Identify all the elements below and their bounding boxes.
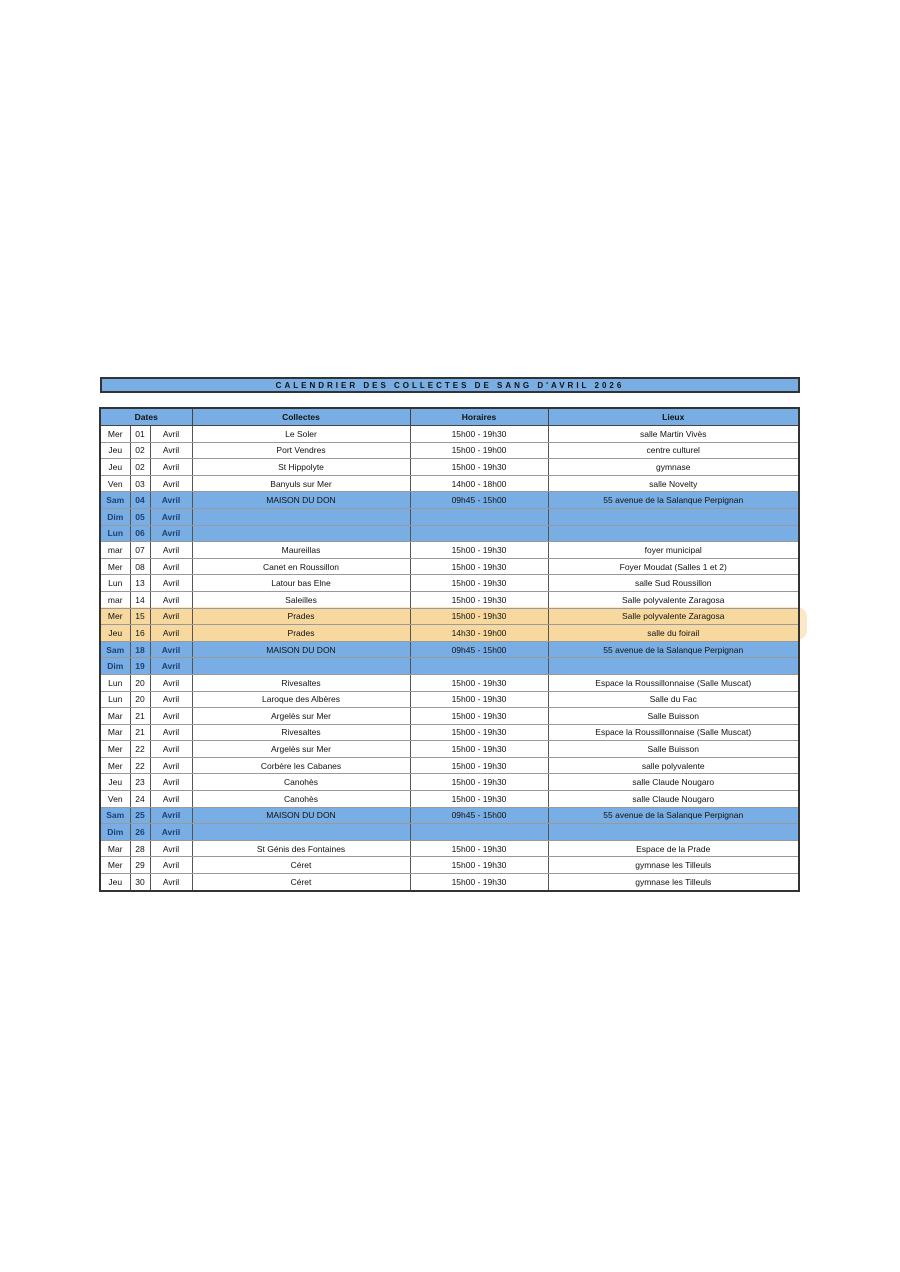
date-day: Lun (100, 525, 130, 542)
horaire-cell: 09h45 - 15h00 (410, 807, 548, 824)
collecte-cell: Argelès sur Mer (192, 741, 410, 758)
date-number: 22 (130, 741, 150, 758)
date-month: Avril (150, 874, 192, 891)
date-month: Avril (150, 542, 192, 559)
table-row (100, 442, 799, 459)
date-day: mar (100, 542, 130, 559)
collecte-cell (192, 658, 410, 675)
date-month: Avril (150, 807, 192, 824)
table-row (100, 508, 799, 525)
collecte-cell: Céret (192, 874, 410, 891)
date-day: Lun (100, 575, 130, 592)
date-day: Sam (100, 492, 130, 509)
date-number: 23 (130, 774, 150, 791)
date-number: 13 (130, 575, 150, 592)
collecte-cell: Rivesaltes (192, 724, 410, 741)
table-row (100, 774, 799, 791)
horaire-cell: 15h00 - 19h30 (410, 840, 548, 857)
collecte-cell: Port Vendres (192, 442, 410, 459)
date-number: 24 (130, 791, 150, 808)
date-number: 04 (130, 492, 150, 509)
date-day: Mer (100, 608, 130, 625)
date-number: 21 (130, 708, 150, 725)
date-month: Avril (150, 658, 192, 675)
date-number: 20 (130, 674, 150, 691)
horaire-cell: 15h00 - 19h30 (410, 591, 548, 608)
date-month: Avril (150, 625, 192, 642)
table-row (100, 674, 799, 691)
horaire-cell: 15h00 - 19h30 (410, 542, 548, 559)
date-day: Dim (100, 658, 130, 675)
collecte-cell: MAISON DU DON (192, 807, 410, 824)
date-day: Sam (100, 807, 130, 824)
horaire-cell (410, 525, 548, 542)
collecte-cell: Prades (192, 608, 410, 625)
collecte-cell: Céret (192, 857, 410, 874)
collecte-cell: Canohès (192, 791, 410, 808)
date-month: Avril (150, 459, 192, 476)
lieu-cell (548, 508, 799, 525)
collecte-cell (192, 508, 410, 525)
lieu-cell: salle Claude Nougaro (548, 774, 799, 791)
collecte-cell: Corbère les Cabanes (192, 757, 410, 774)
table-row (100, 724, 799, 741)
date-number: 29 (130, 857, 150, 874)
lieu-cell: salle Sud Roussillon (548, 575, 799, 592)
collecte-cell: Prades (192, 625, 410, 642)
date-day: Jeu (100, 774, 130, 791)
header-dates: Dates (100, 408, 192, 426)
table-row (100, 874, 799, 891)
collecte-cell: Canohès (192, 774, 410, 791)
table-row (100, 757, 799, 774)
horaire-cell: 15h00 - 19h30 (410, 857, 548, 874)
date-month: Avril (150, 426, 192, 443)
table-header-row (100, 408, 799, 426)
lieu-cell: Salle polyvalente Zaragosa (548, 608, 799, 625)
table-row (100, 641, 799, 658)
date-month: Avril (150, 691, 192, 708)
header-collectes: Collectes (192, 408, 410, 426)
date-number: 05 (130, 508, 150, 525)
date-day: Jeu (100, 442, 130, 459)
lieu-cell: Salle du Fac (548, 691, 799, 708)
date-month: Avril (150, 508, 192, 525)
date-number: 19 (130, 658, 150, 675)
horaire-cell: 15h00 - 19h00 (410, 442, 548, 459)
horaire-cell: 09h45 - 15h00 (410, 492, 548, 509)
date-day: Jeu (100, 874, 130, 891)
date-day: Mar (100, 840, 130, 857)
date-number: 03 (130, 475, 150, 492)
lieu-cell: Salle Buisson (548, 741, 799, 758)
date-number: 14 (130, 591, 150, 608)
date-day: Mer (100, 741, 130, 758)
horaire-cell: 15h00 - 19h30 (410, 608, 548, 625)
horaire-cell: 15h00 - 19h30 (410, 757, 548, 774)
date-month: Avril (150, 857, 192, 874)
date-month: Avril (150, 475, 192, 492)
collecte-cell (192, 525, 410, 542)
lieu-cell: 55 avenue de la Salanque Perpignan (548, 492, 799, 509)
collecte-cell: Maureillas (192, 542, 410, 559)
table-body (100, 426, 799, 891)
header-lieux: Lieux (548, 408, 799, 426)
date-month: Avril (150, 840, 192, 857)
date-month: Avril (150, 442, 192, 459)
date-number: 02 (130, 442, 150, 459)
table-row (100, 791, 799, 808)
lieu-cell: Espace de la Prade (548, 840, 799, 857)
date-day: Mer (100, 558, 130, 575)
table-row (100, 459, 799, 476)
date-month: Avril (150, 558, 192, 575)
lieu-cell (548, 658, 799, 675)
lieu-cell: gymnase les Tilleuls (548, 874, 799, 891)
date-day: Dim (100, 824, 130, 841)
horaire-cell: 15h00 - 19h30 (410, 708, 548, 725)
collecte-cell: MAISON DU DON (192, 492, 410, 509)
collecte-cell: Argelès sur Mer (192, 708, 410, 725)
horaire-cell: 15h00 - 19h30 (410, 724, 548, 741)
date-number: 07 (130, 542, 150, 559)
date-day: Sam (100, 641, 130, 658)
date-number: 30 (130, 874, 150, 891)
lieu-cell: Espace la Roussillonnaise (Salle Muscat) (548, 674, 799, 691)
horaire-cell: 14h30 - 19h00 (410, 625, 548, 642)
lieu-cell: Foyer Moudat (Salles 1 et 2) (548, 558, 799, 575)
date-number: 15 (130, 608, 150, 625)
collecte-cell: MAISON DU DON (192, 641, 410, 658)
table-row (100, 691, 799, 708)
horaire-cell: 15h00 - 19h30 (410, 741, 548, 758)
collecte-cell: St Hippolyte (192, 459, 410, 476)
lieu-cell: salle du foirail (548, 625, 799, 642)
date-month: Avril (150, 708, 192, 725)
table-row (100, 708, 799, 725)
collecte-cell: Banyuls sur Mer (192, 475, 410, 492)
lieu-cell: Salle Buisson (548, 708, 799, 725)
date-day: Mar (100, 708, 130, 725)
collecte-cell: Canet en Roussillon (192, 558, 410, 575)
date-month: Avril (150, 774, 192, 791)
date-day: Jeu (100, 625, 130, 642)
date-number: 08 (130, 558, 150, 575)
date-number: 25 (130, 807, 150, 824)
lieu-cell: gymnase les Tilleuls (548, 857, 799, 874)
lieu-cell: 55 avenue de la Salanque Perpignan (548, 807, 799, 824)
lieu-cell: salle Martin Vivès (548, 426, 799, 443)
horaire-cell: 15h00 - 19h30 (410, 575, 548, 592)
horaire-cell: 14h00 - 18h00 (410, 475, 548, 492)
date-day: Mer (100, 857, 130, 874)
date-month: Avril (150, 757, 192, 774)
date-month: Avril (150, 741, 192, 758)
horaire-cell (410, 824, 548, 841)
table-row (100, 807, 799, 824)
table-row (100, 591, 799, 608)
date-number: 01 (130, 426, 150, 443)
date-day: Dim (100, 508, 130, 525)
date-month: Avril (150, 641, 192, 658)
lieu-cell: foyer municipal (548, 542, 799, 559)
table-row (100, 575, 799, 592)
lieu-cell: Espace la Roussillonnaise (Salle Muscat) (548, 724, 799, 741)
date-month: Avril (150, 791, 192, 808)
date-month: Avril (150, 525, 192, 542)
table-row (100, 542, 799, 559)
lieu-cell: 55 avenue de la Salanque Perpignan (548, 641, 799, 658)
date-number: 26 (130, 824, 150, 841)
lieu-cell: gymnase (548, 459, 799, 476)
header-horaires: Horaires (410, 408, 548, 426)
lieu-cell: centre culturel (548, 442, 799, 459)
lieu-cell: Salle polyvalente Zaragosa (548, 591, 799, 608)
horaire-cell (410, 658, 548, 675)
table-row (100, 492, 799, 509)
collecte-cell: Saleilles (192, 591, 410, 608)
date-day: mar (100, 591, 130, 608)
date-day: Ven (100, 791, 130, 808)
collecte-cell: Latour bas Elne (192, 575, 410, 592)
date-day: Mar (100, 724, 130, 741)
horaire-cell (410, 508, 548, 525)
horaire-cell: 15h00 - 19h30 (410, 791, 548, 808)
date-month: Avril (150, 575, 192, 592)
horaire-cell: 09h45 - 15h00 (410, 641, 548, 658)
table-row (100, 525, 799, 542)
table-row (100, 857, 799, 874)
table-row (100, 558, 799, 575)
horaire-cell: 15h00 - 19h30 (410, 459, 548, 476)
table-row (100, 426, 799, 443)
date-month: Avril (150, 824, 192, 841)
date-number: 21 (130, 724, 150, 741)
date-day: Lun (100, 674, 130, 691)
horaire-cell: 15h00 - 19h30 (410, 558, 548, 575)
lieu-cell (548, 525, 799, 542)
date-number: 18 (130, 641, 150, 658)
lieu-cell (548, 824, 799, 841)
date-day: Lun (100, 691, 130, 708)
table-row (100, 824, 799, 841)
date-number: 22 (130, 757, 150, 774)
collecte-cell: Le Soler (192, 426, 410, 443)
date-number: 28 (130, 840, 150, 857)
calendar-title: CALENDRIER DES COLLECTES DE SANG D'AVRIL 2026 (100, 377, 800, 393)
date-number: 06 (130, 525, 150, 542)
date-day: Mer (100, 426, 130, 443)
table-row (100, 741, 799, 758)
lieu-cell: salle Novelty (548, 475, 799, 492)
date-day: Mer (100, 757, 130, 774)
lieu-cell: salle Claude Nougaro (548, 791, 799, 808)
date-month: Avril (150, 591, 192, 608)
date-day: Ven (100, 475, 130, 492)
horaire-cell: 15h00 - 19h30 (410, 674, 548, 691)
table-row (100, 625, 799, 642)
table-row (100, 840, 799, 857)
date-number: 20 (130, 691, 150, 708)
collecte-cell (192, 824, 410, 841)
table-row (100, 608, 799, 625)
date-day: Jeu (100, 459, 130, 476)
horaire-cell: 15h00 - 19h30 (410, 774, 548, 791)
date-month: Avril (150, 492, 192, 509)
collecte-cell: St Génis des Fontaines (192, 840, 410, 857)
date-month: Avril (150, 608, 192, 625)
date-number: 02 (130, 459, 150, 476)
table-row (100, 475, 799, 492)
lieu-cell: salle polyvalente (548, 757, 799, 774)
date-month: Avril (150, 674, 192, 691)
horaire-cell: 15h00 - 19h30 (410, 874, 548, 891)
date-number: 16 (130, 625, 150, 642)
date-month: Avril (150, 724, 192, 741)
horaire-cell: 15h00 - 19h30 (410, 691, 548, 708)
collections-table (99, 407, 800, 892)
collecte-cell: Rivesaltes (192, 674, 410, 691)
horaire-cell: 15h00 - 19h30 (410, 426, 548, 443)
table-row (100, 658, 799, 675)
collecte-cell: Laroque des Albères (192, 691, 410, 708)
